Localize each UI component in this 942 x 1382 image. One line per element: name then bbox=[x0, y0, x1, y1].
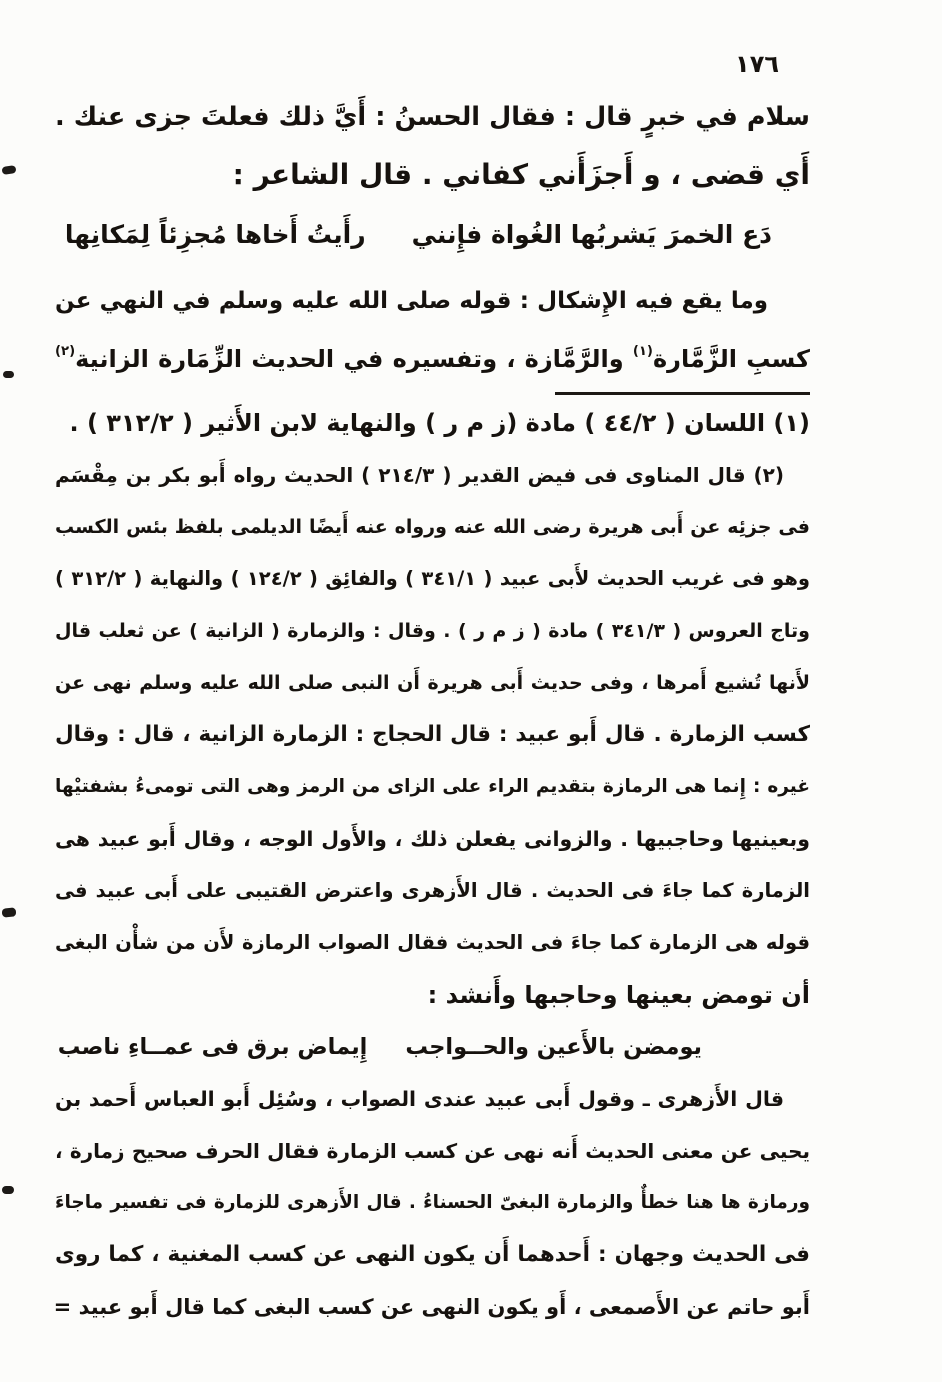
verse-hemistich-right: يومضن بالأَعين والحــواجب bbox=[405, 1034, 702, 1060]
footnote-2-line: ورمازة ها هنا خطأٌ والزمارة البغىّ الحسناءُ . قال الأَزهرى للزمارة فى تفسير ماجاءَ bbox=[55, 1192, 810, 1213]
footnote-2-line: كسب الزمارة . قال أَبو عبيد : قال الحجاج : الزمارة الزانية ، قال : وقال bbox=[55, 722, 810, 747]
footnote-2-line: (٢) قال المناوى فى فيض القدير ( ٢١٤/٣ ) الحديث رواه أَبو بكر بن مِقْسَم bbox=[55, 463, 785, 487]
footnote-2-continuation-line: أَبو حاتم عن الأَصمعى ، أَو يكون النهى عن كسب البغى كما قال أَبو عبيد = bbox=[53, 1295, 810, 1319]
binding-ink-mark bbox=[3, 371, 14, 378]
footnote-2-line: لأَنها تُشيع أَمرها ، وفى حديث أَبى هريرة أَن النبى صلى الله عليه وسلم نهى عن bbox=[55, 672, 810, 694]
footnote-2-line: وبعينيها وحاجبيها . والزوانى يفعلن ذلك ، والأَول الوجه ، وقال أَبو عبيد هى bbox=[55, 827, 810, 851]
footnote-verse-couplet bbox=[55, 1021, 810, 1073]
footnote-divider-rule bbox=[555, 392, 810, 395]
page-content bbox=[55, 88, 810, 1333]
footnote-ref-1: (١) bbox=[632, 344, 653, 359]
verse-couplet bbox=[55, 204, 810, 266]
body-line: سلام في خبرٍ قال : فقال الحسنُ : أَيَّ ذلك فعلتَ جزى عنك . bbox=[55, 102, 810, 132]
footnote-ref-2: (٢) bbox=[55, 344, 76, 359]
verse-hemistich-left: إِيماض برق فى عمــاءِ ناصب bbox=[57, 1034, 368, 1060]
verse-hemistich-left: رأَيتُ أَخاها مُجزِئاً لِمَكانِها bbox=[64, 220, 366, 249]
page-number: ١٧٦ bbox=[735, 50, 779, 78]
body-text-segment: والرَّمَّازة ، وتفسيره في الحديث الزِّمَارة الزانية bbox=[75, 345, 633, 373]
body-line-with-footnote-refs bbox=[55, 330, 810, 388]
footnote-1: (١) اللسان ( ٤٤/٢ ) مادة (ز م ر ) والنهاية لابن الأَثير ( ٣١٢/٢ ) . bbox=[69, 409, 810, 437]
body-line: أَي قضى ، و أَجزَأَني كفاني . قال الشاعر : bbox=[232, 158, 810, 191]
footnote-2-line: الزمارة كما جاءَ فى الحديث . قال الأَزهرى واعترض القتيبى على أَبى عبيد فى bbox=[55, 879, 810, 902]
body-line: وما يقع فيه الإِشكال : قوله صلى الله عليه وسلم في النهي عن bbox=[55, 288, 768, 314]
footnote-2-line: غيره : إِنما هى الرمازة بتقديم الراء على الزاى من الرمز وهى التى تومىءُ بشفتيْها bbox=[55, 776, 810, 797]
footnote-2-line: فى الحديث وجهان : أَحدهما أَن يكون النهى عن كسب المغنية ، كما روى bbox=[55, 1242, 810, 1267]
body-text-segment: كسبِ الزَّمَّارة bbox=[652, 345, 810, 373]
footnote-2-line: وهو فى غريب الحديث لأَبى عبيد ( ٣٤١/١ ) والفائِق ( ١٢٤/٢ ) والنهاية ( ٣١٢/٢ ) bbox=[55, 567, 810, 590]
footnote-2-line: يحيى عن معنى الحديث أَنه نهى عن كسب الزمارة فقال الحرف صحيح زمارة ، bbox=[55, 1139, 810, 1163]
footnote-2-line: قال الأَزهرى ـ وقول أَبى عبيد عندى الصواب ، وسُئِل أَبو العباس أَحمد بن bbox=[55, 1087, 784, 1111]
binding-ink-mark bbox=[2, 1186, 14, 1194]
binding-ink-mark bbox=[2, 165, 17, 175]
verse-hemistich-right: دَع الخمرَ يَشربُها الغُواة فإِنني bbox=[411, 220, 772, 249]
footnote-2-line: وتاج العروس ( ٣٤١/٣ ) مادة ( ز م ر ) . وقال : والزمارة ( الزانية ) عن ثعلب قال bbox=[55, 620, 810, 642]
footnote-2-line: أن تومض بعينها وحاجبها وأَنشد : bbox=[427, 981, 810, 1009]
footnote-2-line: قوله هى الزمارة كما جاءَ فى الحديث فقال الصواب الرمازة لأَن من شأْن البغى bbox=[55, 931, 810, 954]
footnote-2-line: فى جزئِه عن أَبى هريرة رضى الله عنه ورواه عنه أَيضًا الديلمى بلفظ بئس الكسب bbox=[55, 516, 810, 538]
binding-ink-mark bbox=[2, 907, 17, 917]
